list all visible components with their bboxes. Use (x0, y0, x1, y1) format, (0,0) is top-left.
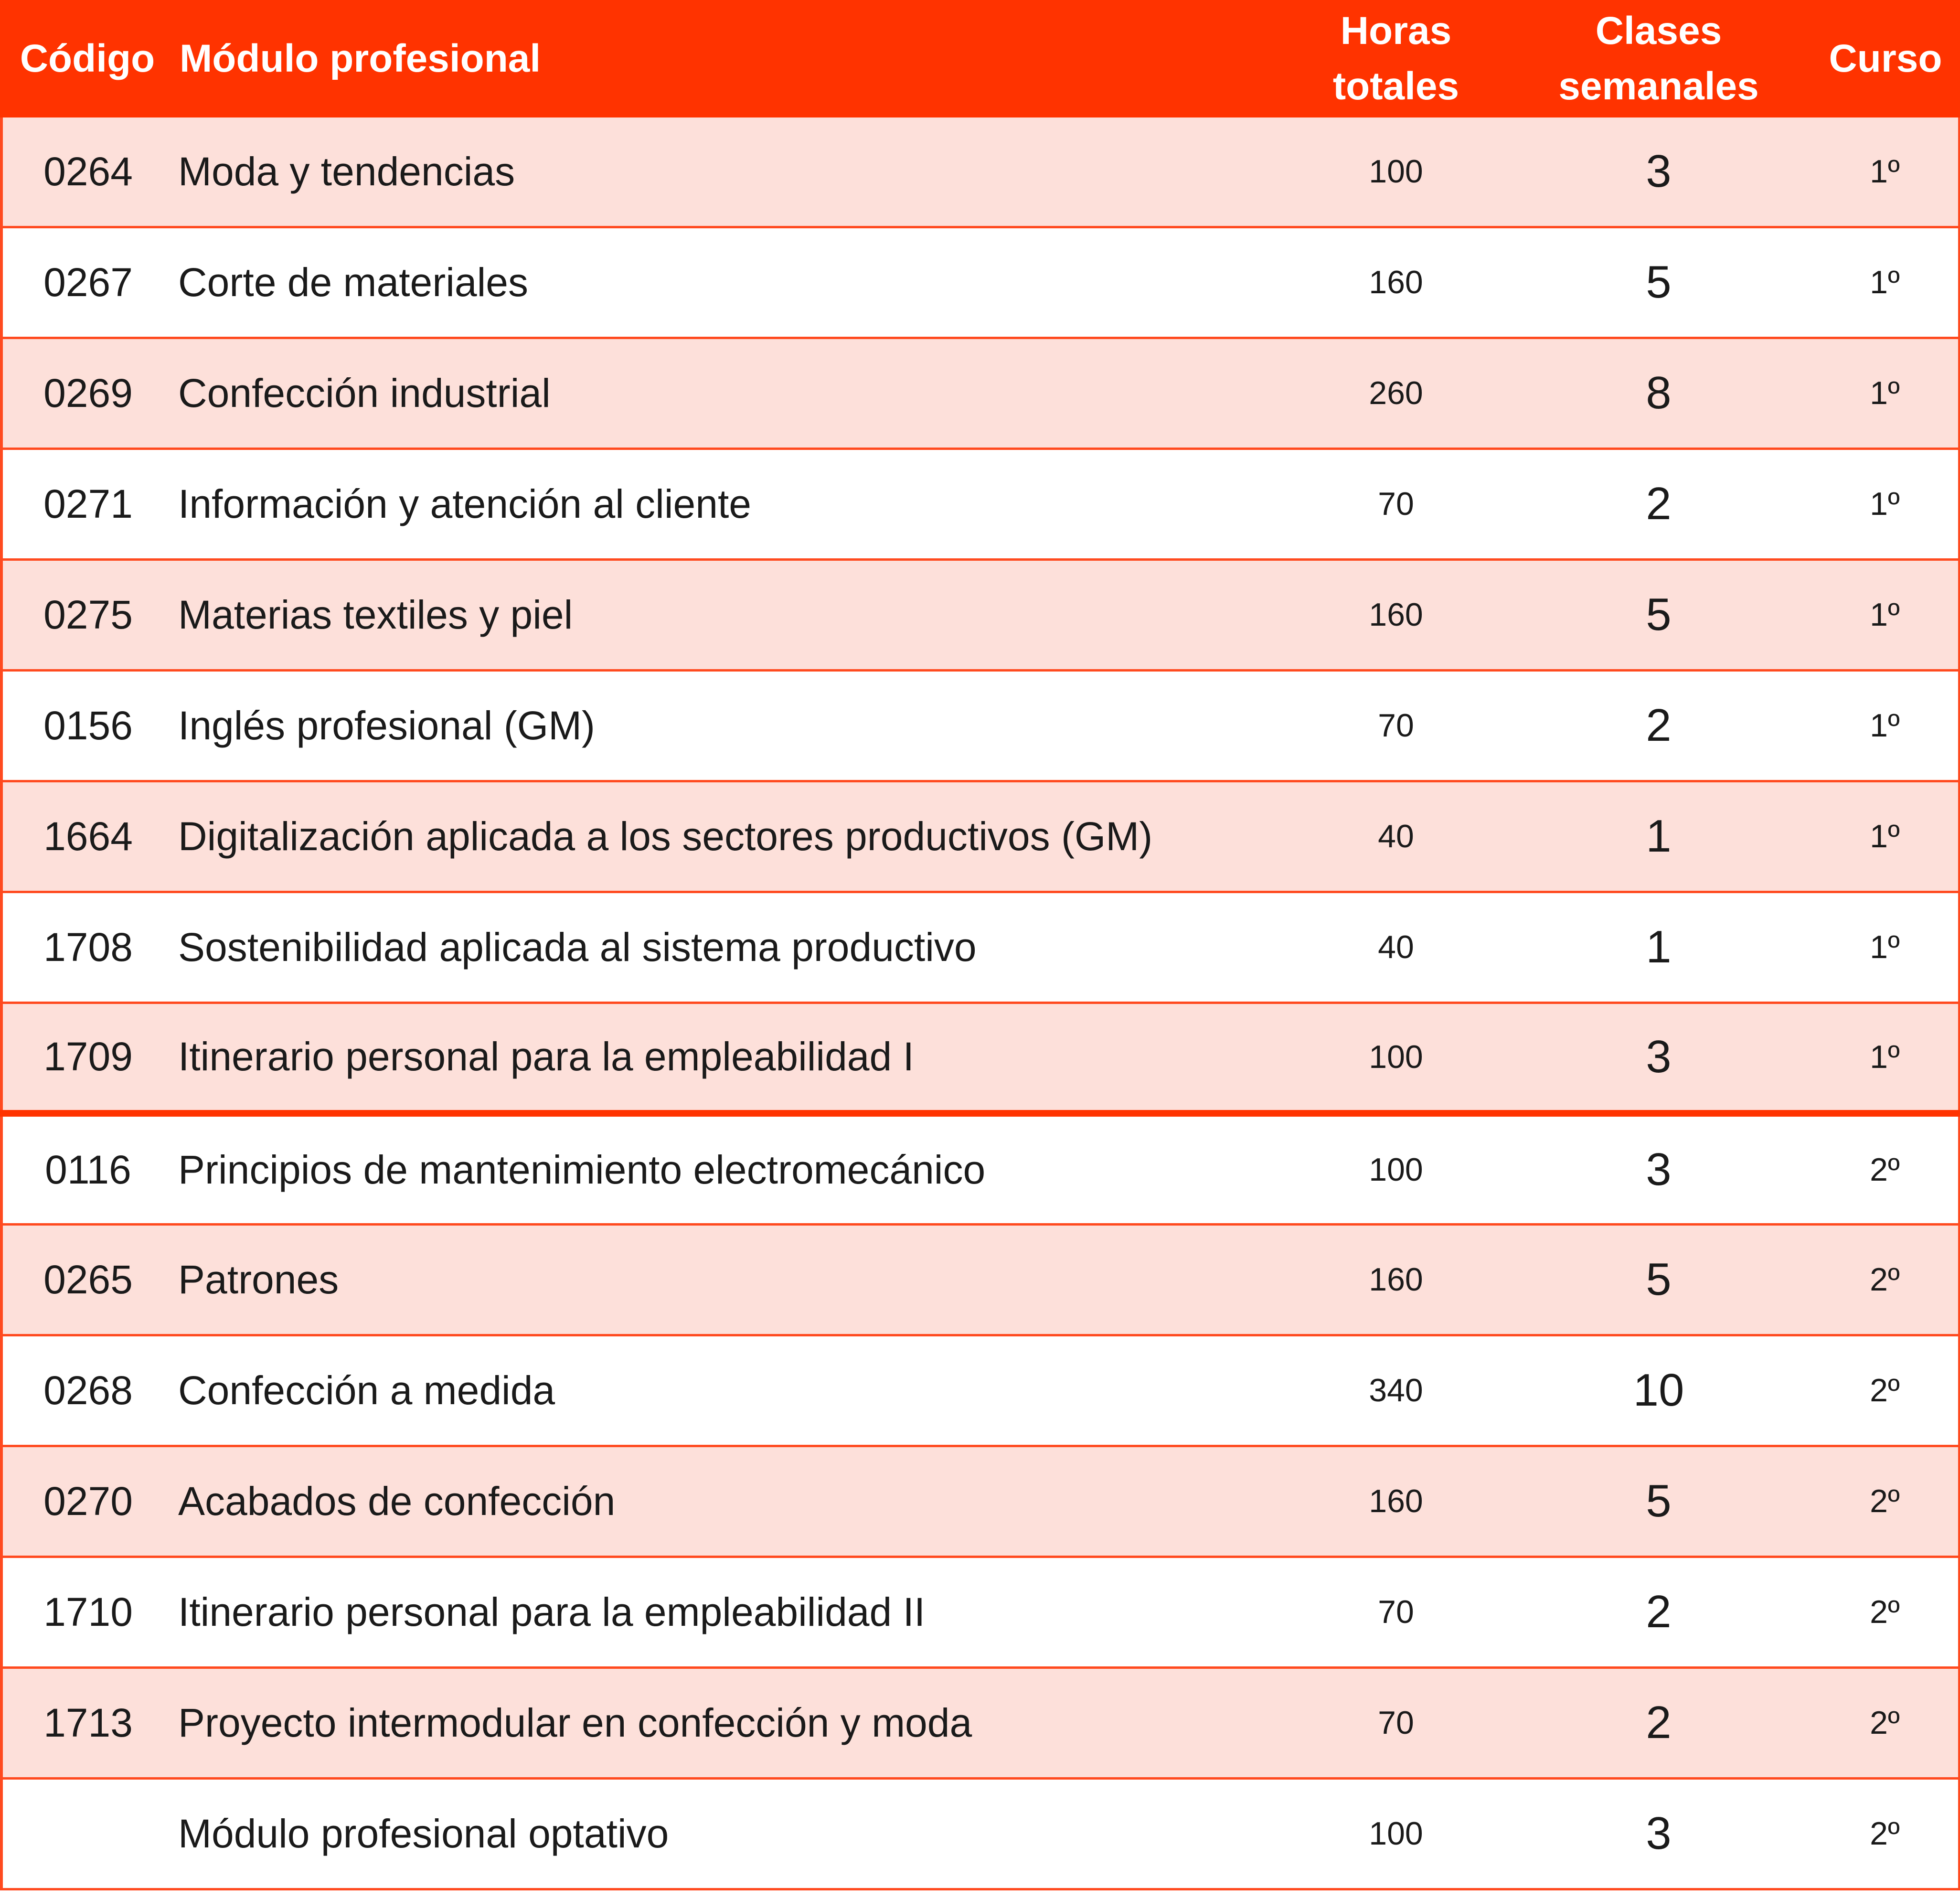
cell-code: 0270 (1, 1446, 173, 1557)
cell-course: 1º (1811, 116, 1960, 227)
cell-hours: 160 (1286, 1224, 1506, 1335)
cell-code: 1664 (1, 781, 173, 892)
cell-hours: 70 (1286, 1667, 1506, 1778)
header-classes-line2: semanales (1558, 64, 1759, 108)
cell-classes: 5 (1506, 1224, 1811, 1335)
cell-course: 1º (1811, 1003, 1960, 1113)
header-module: Módulo profesional (173, 1, 1286, 116)
header-hours (1286, 1, 1506, 116)
cell-hours: 70 (1286, 1557, 1506, 1667)
cell-course: 1º (1811, 227, 1960, 338)
cell-classes: 10 (1506, 1335, 1811, 1446)
cell-hours: 160 (1286, 559, 1506, 670)
cell-course: 2º (1811, 1113, 1960, 1224)
cell-code: 1713 (1, 1667, 173, 1778)
cell-module: Digitalización aplicada a los sectores productivos (GM) (173, 781, 1286, 892)
table-row (1, 1778, 1960, 1889)
cell-module: Proyecto intermodular en confección y moda (173, 1667, 1286, 1778)
cell-module: Corte de materiales (173, 227, 1286, 338)
header-course: Curso (1811, 1, 1960, 116)
cell-classes: 5 (1506, 559, 1811, 670)
cell-hours: 40 (1286, 781, 1506, 892)
cell-course: 1º (1811, 781, 1960, 892)
header-code: Código (1, 1, 173, 116)
cell-module: Acabados de confección (173, 1446, 1286, 1557)
cell-course: 1º (1811, 338, 1960, 448)
cell-hours: 340 (1286, 1335, 1506, 1446)
cell-code: 0275 (1, 559, 173, 670)
table-row (1, 1557, 1960, 1667)
cell-course: 2º (1811, 1446, 1960, 1557)
cell-classes: 3 (1506, 1113, 1811, 1224)
cell-course: 2º (1811, 1557, 1960, 1667)
cell-classes: 3 (1506, 1003, 1811, 1113)
cell-code: 1708 (1, 892, 173, 1003)
table-row (1, 781, 1960, 892)
header-row (1, 1, 1960, 116)
cell-hours: 100 (1286, 1113, 1506, 1224)
cell-classes: 5 (1506, 227, 1811, 338)
cell-code: 0265 (1, 1224, 173, 1335)
cell-classes: 2 (1506, 448, 1811, 559)
header-classes-line1: Clases (1595, 9, 1722, 53)
cell-course: 1º (1811, 448, 1960, 559)
cell-classes: 2 (1506, 1557, 1811, 1667)
cell-course: 1º (1811, 559, 1960, 670)
cell-module: Inglés profesional (GM) (173, 670, 1286, 781)
cell-code: 0267 (1, 227, 173, 338)
cell-code: 0269 (1, 338, 173, 448)
cell-module: Principios de mantenimiento electromecánico (173, 1113, 1286, 1224)
table-row (1, 670, 1960, 781)
table-row (1, 1667, 1960, 1778)
cell-classes: 2 (1506, 1667, 1811, 1778)
cell-code: 0268 (1, 1335, 173, 1446)
cell-module: Itinerario personal para la empleabilidad I (173, 1003, 1286, 1113)
cell-classes: 5 (1506, 1446, 1811, 1557)
cell-module: Sostenibilidad aplicada al sistema productivo (173, 892, 1286, 1003)
cell-module: Información y atención al cliente (173, 448, 1286, 559)
cell-module: Confección a medida (173, 1335, 1286, 1446)
table-body (1, 116, 1960, 1889)
table-row (1, 448, 1960, 559)
table-row (1, 116, 1960, 227)
table-row (1, 1113, 1960, 1224)
table-row (1, 892, 1960, 1003)
cell-classes: 2 (1506, 670, 1811, 781)
cell-course: 2º (1811, 1224, 1960, 1335)
cell-module: Confección industrial (173, 338, 1286, 448)
table-row (1, 559, 1960, 670)
header-hours-line2: totales (1332, 64, 1459, 108)
table-row (1, 1224, 1960, 1335)
cell-module: Moda y tendencias (173, 116, 1286, 227)
cell-code: 0156 (1, 670, 173, 781)
table-row (1, 338, 1960, 448)
cell-code: 1709 (1, 1003, 173, 1113)
cell-code: 0116 (1, 1113, 173, 1224)
cell-hours: 70 (1286, 670, 1506, 781)
cell-hours: 70 (1286, 448, 1506, 559)
cell-course: 2º (1811, 1778, 1960, 1889)
cell-hours: 160 (1286, 1446, 1506, 1557)
table-row (1, 1003, 1960, 1113)
cell-code: 1710 (1, 1557, 173, 1667)
cell-course: 1º (1811, 892, 1960, 1003)
table-row (1, 1446, 1960, 1557)
table-header (1, 1, 1960, 116)
cell-module: Patrones (173, 1224, 1286, 1335)
cell-hours: 100 (1286, 116, 1506, 227)
cell-hours: 100 (1286, 1778, 1506, 1889)
cell-hours: 260 (1286, 338, 1506, 448)
cell-hours: 40 (1286, 892, 1506, 1003)
cell-classes: 1 (1506, 892, 1811, 1003)
cell-hours: 100 (1286, 1003, 1506, 1113)
cell-module: Módulo profesional optativo (173, 1778, 1286, 1889)
cell-code (1, 1778, 173, 1889)
cell-code: 0271 (1, 448, 173, 559)
cell-classes: 8 (1506, 338, 1811, 448)
header-hours-line1: Horas (1340, 9, 1452, 53)
cell-classes: 3 (1506, 1778, 1811, 1889)
table-row (1, 227, 1960, 338)
header-classes (1506, 1, 1811, 116)
cell-course: 2º (1811, 1667, 1960, 1778)
cell-classes: 3 (1506, 116, 1811, 227)
cell-module: Materias textiles y piel (173, 559, 1286, 670)
cell-code: 0264 (1, 116, 173, 227)
cell-module: Itinerario personal para la empleabilidad II (173, 1557, 1286, 1667)
cell-hours: 160 (1286, 227, 1506, 338)
table-row (1, 1335, 1960, 1446)
cell-course: 2º (1811, 1335, 1960, 1446)
cell-course: 1º (1811, 670, 1960, 781)
cell-classes: 1 (1506, 781, 1811, 892)
